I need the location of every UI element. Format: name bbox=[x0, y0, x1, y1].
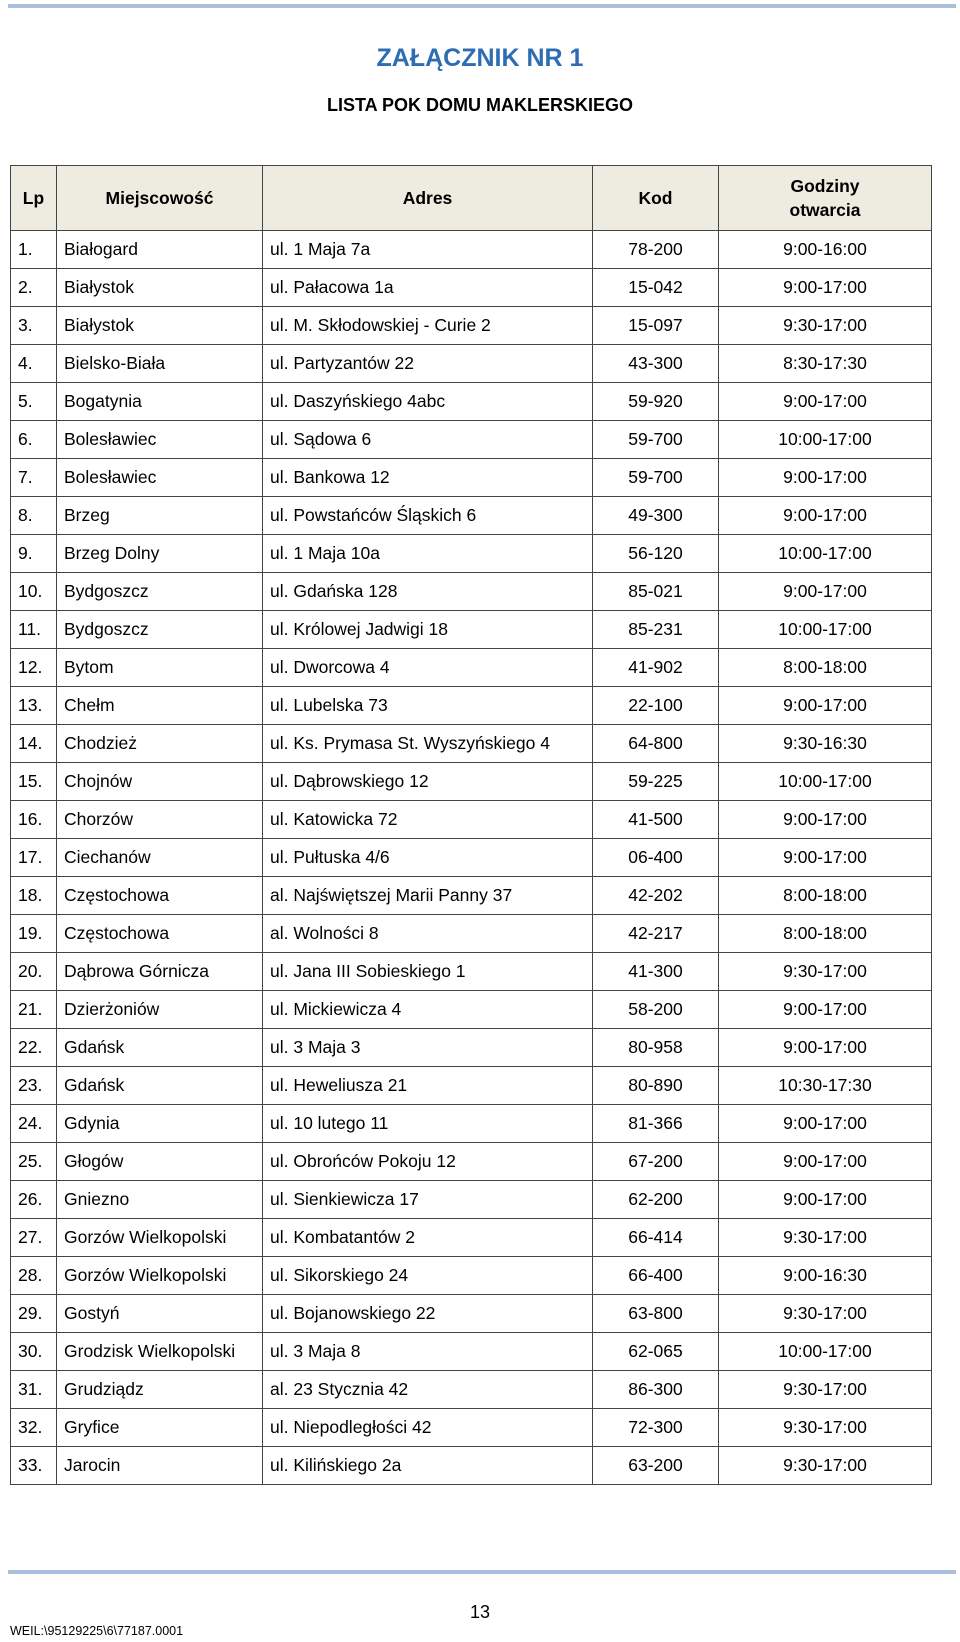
cell-miejscowosc: Białogard bbox=[57, 231, 263, 269]
cell-lp: 19. bbox=[11, 915, 57, 953]
cell-godziny: 10:00-17:00 bbox=[719, 421, 932, 459]
cell-adres: ul. 1 Maja 7a bbox=[263, 231, 593, 269]
cell-miejscowosc: Chojnów bbox=[57, 763, 263, 801]
cell-kod: 49-300 bbox=[593, 497, 719, 535]
cell-lp: 29. bbox=[11, 1295, 57, 1333]
table-body bbox=[11, 231, 932, 1485]
cell-miejscowosc: Bolesławiec bbox=[57, 459, 263, 497]
cell-miejscowosc: Bydgoszcz bbox=[57, 611, 263, 649]
header-lp: Lp bbox=[11, 166, 57, 231]
cell-miejscowosc: Częstochowa bbox=[57, 915, 263, 953]
cell-miejscowosc: Głogów bbox=[57, 1143, 263, 1181]
cell-adres: ul. Mickiewicza 4 bbox=[263, 991, 593, 1029]
table-row bbox=[11, 649, 932, 687]
cell-adres: ul. 3 Maja 3 bbox=[263, 1029, 593, 1067]
table-row bbox=[11, 535, 932, 573]
cell-miejscowosc: Bydgoszcz bbox=[57, 573, 263, 611]
table-row bbox=[11, 991, 932, 1029]
table-row bbox=[11, 839, 932, 877]
cell-lp: 33. bbox=[11, 1447, 57, 1485]
cell-adres: ul. 3 Maja 8 bbox=[263, 1333, 593, 1371]
cell-miejscowosc: Gdańsk bbox=[57, 1029, 263, 1067]
table-row bbox=[11, 497, 932, 535]
cell-kod: 81-366 bbox=[593, 1105, 719, 1143]
cell-lp: 25. bbox=[11, 1143, 57, 1181]
cell-lp: 27. bbox=[11, 1219, 57, 1257]
cell-godziny: 9:00-17:00 bbox=[719, 383, 932, 421]
header-adres: Adres bbox=[263, 166, 593, 231]
table-row bbox=[11, 345, 932, 383]
cell-godziny: 9:00-17:00 bbox=[719, 573, 932, 611]
cell-lp: 7. bbox=[11, 459, 57, 497]
cell-godziny: 10:00-17:00 bbox=[719, 1333, 932, 1371]
table-row bbox=[11, 1143, 932, 1181]
table-row bbox=[11, 1333, 932, 1371]
cell-miejscowosc: Ciechanów bbox=[57, 839, 263, 877]
cell-kod: 59-225 bbox=[593, 763, 719, 801]
cell-adres: ul. Sienkiewicza 17 bbox=[263, 1181, 593, 1219]
cell-adres: ul. Daszyńskiego 4abc bbox=[263, 383, 593, 421]
cell-godziny: 9:00-17:00 bbox=[719, 1181, 932, 1219]
table-row bbox=[11, 1257, 932, 1295]
cell-adres: ul. Ks. Prymasa St. Wyszyńskiego 4 bbox=[263, 725, 593, 763]
cell-miejscowosc: Gdańsk bbox=[57, 1067, 263, 1105]
table-row bbox=[11, 269, 932, 307]
table-row bbox=[11, 1447, 932, 1485]
cell-godziny: 9:00-17:00 bbox=[719, 801, 932, 839]
cell-adres: ul. Pułtuska 4/6 bbox=[263, 839, 593, 877]
cell-miejscowosc: Dzierżoniów bbox=[57, 991, 263, 1029]
cell-miejscowosc: Gniezno bbox=[57, 1181, 263, 1219]
cell-lp: 20. bbox=[11, 953, 57, 991]
cell-godziny: 9:00-17:00 bbox=[719, 1143, 932, 1181]
cell-kod: 63-200 bbox=[593, 1447, 719, 1485]
cell-godziny: 9:30-17:00 bbox=[719, 1447, 932, 1485]
cell-kod: 42-202 bbox=[593, 877, 719, 915]
cell-lp: 31. bbox=[11, 1371, 57, 1409]
cell-godziny: 9:00-17:00 bbox=[719, 497, 932, 535]
pok-table bbox=[10, 165, 932, 1485]
cell-miejscowosc: Grudziądz bbox=[57, 1371, 263, 1409]
cell-godziny: 8:00-18:00 bbox=[719, 915, 932, 953]
cell-kod: 15-042 bbox=[593, 269, 719, 307]
header-godziny bbox=[719, 166, 932, 231]
cell-godziny: 9:30-17:00 bbox=[719, 307, 932, 345]
cell-kod: 66-414 bbox=[593, 1219, 719, 1257]
table-row bbox=[11, 877, 932, 915]
cell-miejscowosc: Gdynia bbox=[57, 1105, 263, 1143]
table-row bbox=[11, 1029, 932, 1067]
cell-adres: ul. Królowej Jadwigi 18 bbox=[263, 611, 593, 649]
cell-miejscowosc: Chorzów bbox=[57, 801, 263, 839]
cell-godziny: 9:00-16:00 bbox=[719, 231, 932, 269]
cell-lp: 10. bbox=[11, 573, 57, 611]
header-godziny-line1: Godziny bbox=[790, 176, 860, 196]
cell-godziny: 10:30-17:30 bbox=[719, 1067, 932, 1105]
cell-kod: 58-200 bbox=[593, 991, 719, 1029]
table-row bbox=[11, 459, 932, 497]
cell-miejscowosc: Białystok bbox=[57, 269, 263, 307]
cell-adres: ul. Bankowa 12 bbox=[263, 459, 593, 497]
table-row bbox=[11, 231, 932, 269]
cell-miejscowosc: Bogatynia bbox=[57, 383, 263, 421]
cell-godziny: 10:00-17:00 bbox=[719, 535, 932, 573]
cell-adres: al. Najświętszej Marii Panny 37 bbox=[263, 877, 593, 915]
cell-godziny: 9:30-17:00 bbox=[719, 1295, 932, 1333]
cell-miejscowosc: Częstochowa bbox=[57, 877, 263, 915]
table-row bbox=[11, 1067, 932, 1105]
cell-adres: ul. 10 lutego 11 bbox=[263, 1105, 593, 1143]
cell-adres: ul. Heweliusza 21 bbox=[263, 1067, 593, 1105]
table-row bbox=[11, 383, 932, 421]
bottom-rule bbox=[8, 1570, 956, 1574]
cell-miejscowosc: Gostyń bbox=[57, 1295, 263, 1333]
cell-adres: ul. Gdańska 128 bbox=[263, 573, 593, 611]
table-row bbox=[11, 573, 932, 611]
header-godziny-line2: otwarcia bbox=[789, 200, 861, 220]
cell-godziny: 9:00-17:00 bbox=[719, 1105, 932, 1143]
cell-godziny: 8:30-17:30 bbox=[719, 345, 932, 383]
cell-kod: 80-890 bbox=[593, 1067, 719, 1105]
cell-miejscowosc: Bielsko-Biała bbox=[57, 345, 263, 383]
cell-miejscowosc: Bolesławiec bbox=[57, 421, 263, 459]
cell-adres: ul. Sądowa 6 bbox=[263, 421, 593, 459]
cell-lp: 12. bbox=[11, 649, 57, 687]
table-row bbox=[11, 1219, 932, 1257]
cell-adres: ul. Bojanowskiego 22 bbox=[263, 1295, 593, 1333]
cell-lp: 28. bbox=[11, 1257, 57, 1295]
cell-adres: ul. Dworcowa 4 bbox=[263, 649, 593, 687]
cell-kod: 85-021 bbox=[593, 573, 719, 611]
table-row bbox=[11, 1181, 932, 1219]
cell-miejscowosc: Dąbrowa Górnicza bbox=[57, 953, 263, 991]
cell-miejscowosc: Brzeg bbox=[57, 497, 263, 535]
cell-kod: 56-120 bbox=[593, 535, 719, 573]
cell-lp: 30. bbox=[11, 1333, 57, 1371]
cell-godziny: 9:00-17:00 bbox=[719, 459, 932, 497]
cell-lp: 5. bbox=[11, 383, 57, 421]
cell-adres: ul. Jana III Sobieskiego 1 bbox=[263, 953, 593, 991]
cell-miejscowosc: Chełm bbox=[57, 687, 263, 725]
cell-lp: 32. bbox=[11, 1409, 57, 1447]
cell-godziny: 9:00-17:00 bbox=[719, 269, 932, 307]
cell-godziny: 9:00-17:00 bbox=[719, 1029, 932, 1067]
table-row bbox=[11, 1105, 932, 1143]
cell-kod: 41-500 bbox=[593, 801, 719, 839]
cell-lp: 2. bbox=[11, 269, 57, 307]
cell-godziny: 9:30-17:00 bbox=[719, 953, 932, 991]
table-row bbox=[11, 1371, 932, 1409]
cell-lp: 23. bbox=[11, 1067, 57, 1105]
table-row bbox=[11, 953, 932, 991]
cell-miejscowosc: Gorzów Wielkopolski bbox=[57, 1219, 263, 1257]
table-row bbox=[11, 915, 932, 953]
table-row bbox=[11, 611, 932, 649]
cell-adres: al. Wolności 8 bbox=[263, 915, 593, 953]
cell-adres: ul. Pałacowa 1a bbox=[263, 269, 593, 307]
cell-kod: 72-300 bbox=[593, 1409, 719, 1447]
cell-kod: 62-200 bbox=[593, 1181, 719, 1219]
cell-adres: ul. Kilińskiego 2a bbox=[263, 1447, 593, 1485]
cell-lp: 24. bbox=[11, 1105, 57, 1143]
cell-kod: 41-902 bbox=[593, 649, 719, 687]
cell-kod: 85-231 bbox=[593, 611, 719, 649]
table-row bbox=[11, 763, 932, 801]
cell-lp: 14. bbox=[11, 725, 57, 763]
header-kod: Kod bbox=[593, 166, 719, 231]
cell-adres: al. 23 Stycznia 42 bbox=[263, 1371, 593, 1409]
cell-godziny: 9:30-16:30 bbox=[719, 725, 932, 763]
cell-kod: 67-200 bbox=[593, 1143, 719, 1181]
cell-kod: 42-217 bbox=[593, 915, 719, 953]
cell-lp: 18. bbox=[11, 877, 57, 915]
cell-adres: ul. Obrońców Pokoju 12 bbox=[263, 1143, 593, 1181]
table-row bbox=[11, 801, 932, 839]
cell-godziny: 8:00-18:00 bbox=[719, 877, 932, 915]
cell-lp: 9. bbox=[11, 535, 57, 573]
footer-document-id: WEIL:\95129225\6\77187.0001 bbox=[10, 1624, 184, 1638]
table-header-row bbox=[11, 166, 932, 231]
cell-kod: 22-100 bbox=[593, 687, 719, 725]
cell-lp: 6. bbox=[11, 421, 57, 459]
cell-kod: 06-400 bbox=[593, 839, 719, 877]
table-row bbox=[11, 421, 932, 459]
cell-lp: 11. bbox=[11, 611, 57, 649]
cell-godziny: 9:00-16:30 bbox=[719, 1257, 932, 1295]
table-row bbox=[11, 1295, 932, 1333]
cell-godziny: 9:30-17:00 bbox=[719, 1371, 932, 1409]
cell-lp: 26. bbox=[11, 1181, 57, 1219]
cell-kod: 41-300 bbox=[593, 953, 719, 991]
cell-adres: ul. 1 Maja 10a bbox=[263, 535, 593, 573]
cell-kod: 80-958 bbox=[593, 1029, 719, 1067]
top-rule bbox=[8, 4, 956, 8]
cell-kod: 63-800 bbox=[593, 1295, 719, 1333]
cell-godziny: 10:00-17:00 bbox=[719, 611, 932, 649]
cell-miejscowosc: Bytom bbox=[57, 649, 263, 687]
cell-adres: ul. Powstańców Śląskich 6 bbox=[263, 497, 593, 535]
cell-kod: 64-800 bbox=[593, 725, 719, 763]
cell-miejscowosc: Chodzież bbox=[57, 725, 263, 763]
cell-adres: ul. Niepodległości 42 bbox=[263, 1409, 593, 1447]
cell-miejscowosc: Gryfice bbox=[57, 1409, 263, 1447]
cell-miejscowosc: Jarocin bbox=[57, 1447, 263, 1485]
cell-godziny: 9:00-17:00 bbox=[719, 839, 932, 877]
document-title: ZAŁĄCZNIK NR 1 bbox=[376, 44, 584, 72]
cell-lp: 21. bbox=[11, 991, 57, 1029]
cell-kod: 78-200 bbox=[593, 231, 719, 269]
cell-adres: ul. Dąbrowskiego 12 bbox=[263, 763, 593, 801]
table-row bbox=[11, 1409, 932, 1447]
cell-godziny: 9:00-17:00 bbox=[719, 991, 932, 1029]
table-row bbox=[11, 725, 932, 763]
cell-lp: 4. bbox=[11, 345, 57, 383]
cell-adres: ul. Katowicka 72 bbox=[263, 801, 593, 839]
cell-lp: 15. bbox=[11, 763, 57, 801]
page-number: 13 bbox=[469, 1602, 491, 1622]
cell-lp: 16. bbox=[11, 801, 57, 839]
cell-kod: 59-700 bbox=[593, 421, 719, 459]
cell-godziny: 9:30-17:00 bbox=[719, 1409, 932, 1447]
cell-lp: 22. bbox=[11, 1029, 57, 1067]
cell-lp: 1. bbox=[11, 231, 57, 269]
cell-godziny: 9:30-17:00 bbox=[719, 1219, 932, 1257]
cell-kod: 62-065 bbox=[593, 1333, 719, 1371]
cell-miejscowosc: Gorzów Wielkopolski bbox=[57, 1257, 263, 1295]
table-row bbox=[11, 307, 932, 345]
cell-lp: 3. bbox=[11, 307, 57, 345]
cell-kod: 86-300 bbox=[593, 1371, 719, 1409]
cell-kod: 59-700 bbox=[593, 459, 719, 497]
cell-kod: 43-300 bbox=[593, 345, 719, 383]
cell-adres: ul. Kombatantów 2 bbox=[263, 1219, 593, 1257]
cell-godziny: 10:00-17:00 bbox=[719, 763, 932, 801]
header-miejscowosc: Miejscowość bbox=[57, 166, 263, 231]
cell-adres: ul. Lubelska 73 bbox=[263, 687, 593, 725]
cell-adres: ul. Sikorskiego 24 bbox=[263, 1257, 593, 1295]
cell-lp: 13. bbox=[11, 687, 57, 725]
cell-miejscowosc: Grodzisk Wielkopolski bbox=[57, 1333, 263, 1371]
table-row bbox=[11, 687, 932, 725]
cell-lp: 17. bbox=[11, 839, 57, 877]
cell-godziny: 9:00-17:00 bbox=[719, 687, 932, 725]
cell-adres: ul. M. Skłodowskiej - Curie 2 bbox=[263, 307, 593, 345]
cell-lp: 8. bbox=[11, 497, 57, 535]
cell-miejscowosc: Brzeg Dolny bbox=[57, 535, 263, 573]
cell-miejscowosc: Białystok bbox=[57, 307, 263, 345]
cell-kod: 59-920 bbox=[593, 383, 719, 421]
cell-kod: 66-400 bbox=[593, 1257, 719, 1295]
cell-kod: 15-097 bbox=[593, 307, 719, 345]
cell-adres: ul. Partyzantów 22 bbox=[263, 345, 593, 383]
document-subtitle: LISTA POK DOMU MAKLERSKIEGO bbox=[327, 95, 633, 115]
cell-godziny: 8:00-18:00 bbox=[719, 649, 932, 687]
